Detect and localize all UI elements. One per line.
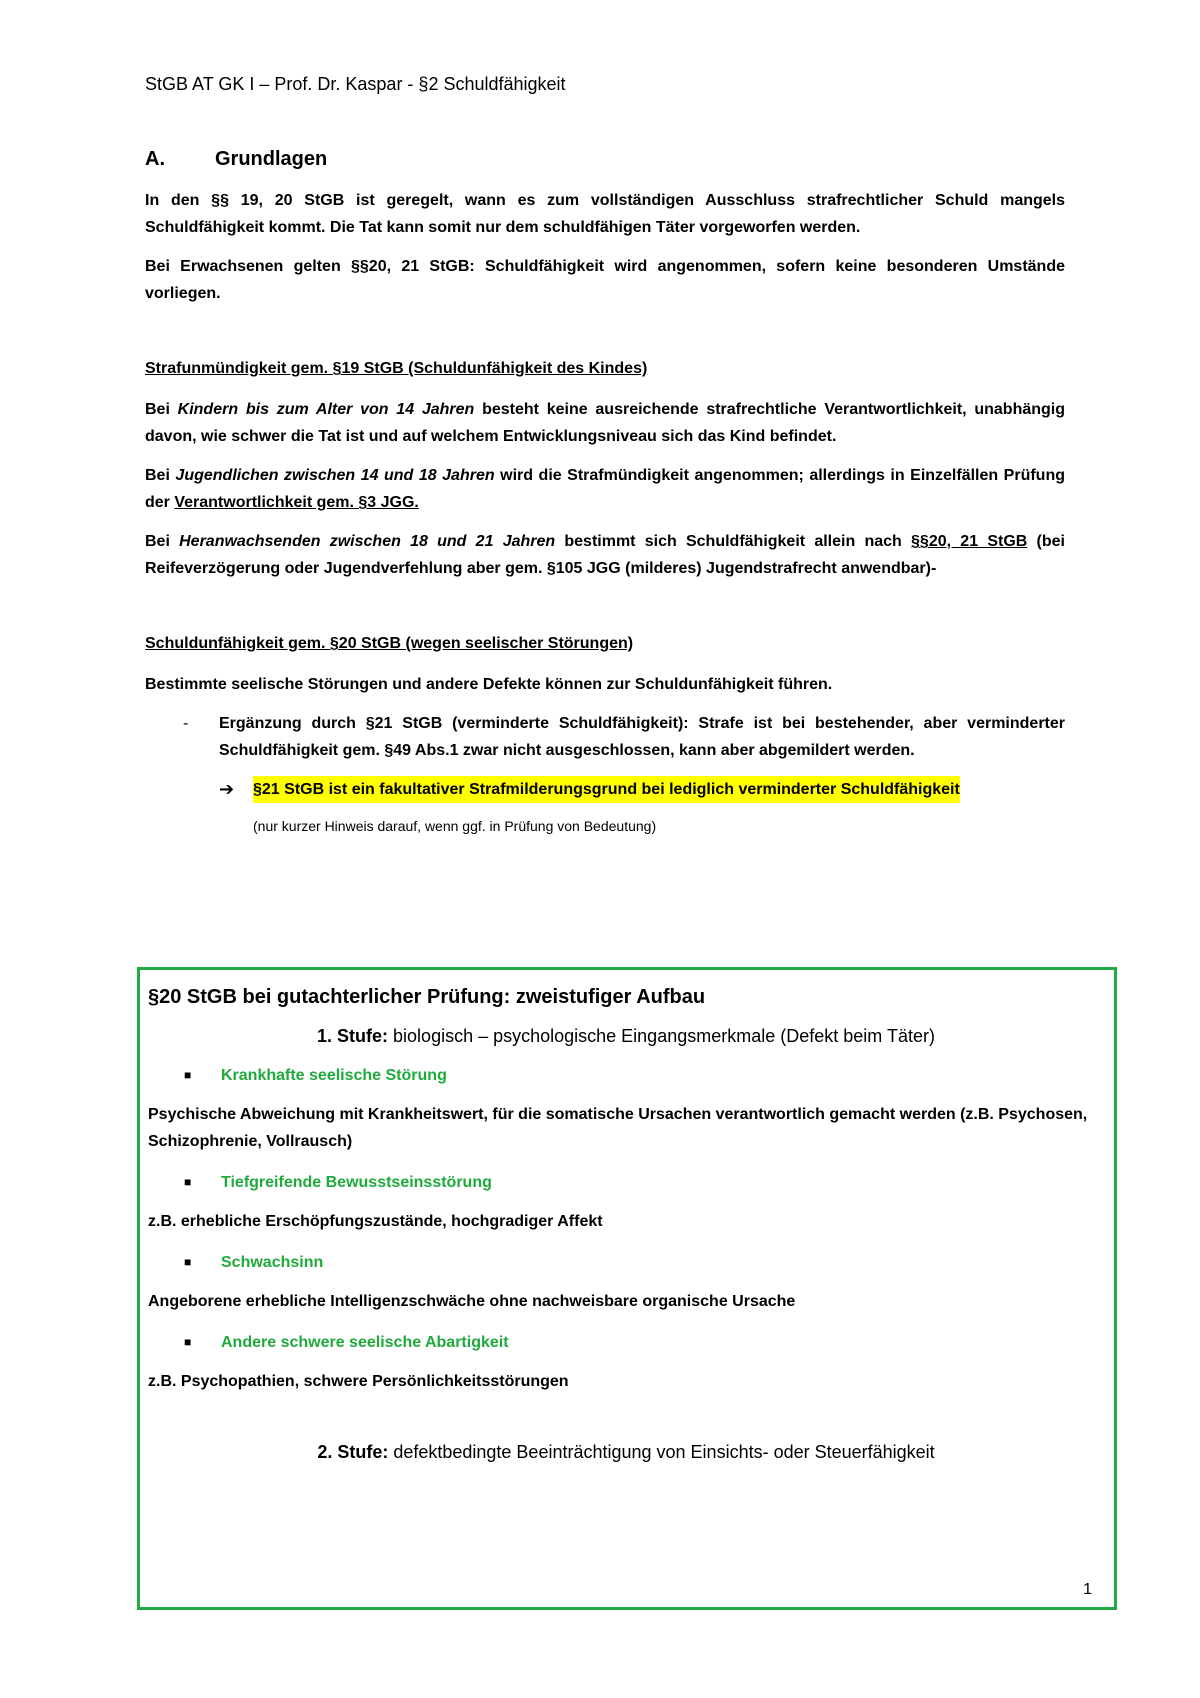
s19-heading: Strafunmündigkeit gem. §19 StGB (Schuldunfähigkeit des Kindes) <box>145 360 648 377</box>
jgg-reference: Verantwortlichkeit gem. §3 JGG. <box>174 494 419 511</box>
stufe-1-label: 1. Stufe: <box>317 1026 389 1046</box>
square-bullet-icon: ■ <box>184 1175 192 1189</box>
page-content <box>145 142 1065 860</box>
criterion-item <box>148 1249 1104 1276</box>
box-title: §20 StGB bei gutachterlicher Prüfung: zweistufiger Aufbau <box>148 986 706 1008</box>
spacer <box>145 319 1065 355</box>
spacer <box>145 594 1065 630</box>
text-run: (bei Reifeverzögerung oder Jugendverfehlung aber gem. §105 JGG (milderes) Jugendstrafrecht anwendbar)- <box>145 533 1065 577</box>
stufe-1-text: biologisch – psychologische Eingangsmerkmale (Defekt beim Täter) <box>388 1026 935 1046</box>
stufe-2-text: defektbedingte Beeinträchtigung von Einsichts- oder Steuerfähigkeit <box>388 1442 935 1462</box>
highlighted-text: §21 StGB ist ein fakultativer Strafmilderungsgrund bei lediglich verminderter Schuldfähigkeit <box>253 776 960 803</box>
text-run: besteht keine ausreichende strafrechtliche Verantwortlichkeit, unabhängig davon, wie schwer die Tat ist und auf welchem Entwicklungsniveau sich das Kind befindet. <box>145 401 1066 445</box>
dash-list-item <box>145 710 1065 764</box>
intro-paragraph-1: In den §§ 19, 20 StGB ist geregelt, wann es zum vollständigen Ausschluss strafrechtlicher Schuld mangels Schuldfähigkeit kommt. Die Tat kann somit nur dem schuldfähigen Täter vorgeworfen werden. <box>145 192 1065 236</box>
criterion-title: Krankhafte seelische Störung <box>221 1067 447 1084</box>
s20-heading: Schuldunfähigkeit gem. §20 StGB (wegen seelischer Störungen) <box>145 635 634 652</box>
square-bullet-icon: ■ <box>184 1068 192 1082</box>
square-bullet-icon: ■ <box>184 1335 192 1349</box>
s19-jugendliche-paragraph <box>145 462 1065 516</box>
heranwachsende-emphasis: Heranwachsenden zwischen 18 und 21 Jahren <box>179 533 556 550</box>
section-a-heading <box>145 146 1065 173</box>
criterion-description: Angeborene erhebliche Intelligenzschwäche ohne nachweisbare organische Ursache <box>148 1293 796 1310</box>
stufe-2-label: 2. Stufe: <box>317 1442 389 1462</box>
text-run: bestimmt sich Schuldfähigkeit allein nach <box>555 533 912 550</box>
section-number: A. <box>145 148 165 170</box>
arrow-right-icon: ➔ <box>219 779 235 799</box>
stgb-reference: §§20, 21 StGB <box>911 533 1028 550</box>
s20-paragraph: Bestimmte seelische Störungen und andere Defekte können zur Schuldunfähigkeit führen. <box>145 676 833 693</box>
stufe-1-line <box>148 1023 1104 1050</box>
square-bullet-icon: ■ <box>184 1255 192 1269</box>
small-note: (nur kurzer Hinweis darauf, wenn ggf. in Prüfung von Bedeutung) <box>253 818 657 834</box>
intro-paragraph-2: Bei Erwachsenen gelten §§20, 21 StGB: Schuldfähigkeit wird angenommen, sofern keine besonderen Umstände vorliegen. <box>145 258 1065 302</box>
criterion-title: Schwachsinn <box>221 1254 324 1271</box>
stufe-2-line <box>148 1439 1104 1466</box>
criterion-title: Tiefgreifende Bewusstseinsstörung <box>221 1174 492 1191</box>
jugendliche-emphasis: Jugendlichen zwischen 14 und 18 Jahren <box>175 467 495 484</box>
kinder-emphasis: Kindern bis zum Alter von 14 Jahren <box>177 401 475 418</box>
criterion-item <box>148 1169 1104 1196</box>
page-header: StGB AT GK I – Prof. Dr. Kaspar - §2 Schuldfähigkeit <box>145 74 566 94</box>
page-number: 1 <box>1083 1581 1092 1598</box>
s19-heranwachsende-paragraph <box>145 528 1065 582</box>
criterion-description: z.B. erhebliche Erschöpfungszustände, hochgradiger Affekt <box>148 1213 603 1230</box>
text-run: Bei <box>145 401 178 418</box>
s19-kinder-paragraph <box>145 396 1065 450</box>
criterion-description: Psychische Abweichung mit Krankheitswert, für die somatische Ursachen verantwortlich gemacht werden (z.B. Psychosen, Schizophrenie, Vollrausch) <box>148 1106 1088 1150</box>
section-title: Grundlagen <box>215 148 328 170</box>
text-run: Bei <box>145 533 180 550</box>
arrow-note <box>219 776 1065 803</box>
spacer <box>148 1409 1104 1439</box>
text-run: Bei <box>145 467 176 484</box>
criterion-description: z.B. Psychopathien, schwere Persönlichkeitsstörungen <box>148 1373 569 1390</box>
green-info-box <box>137 967 1117 1610</box>
dash-item-text: Ergänzung durch §21 StGB (verminderte Schuldfähigkeit): Strafe ist bei bestehender, aber verminderter Schuldfähigkeit gem. §49 Abs.1 zwar nicht ausgeschlossen, kann aber abgemildert werden. <box>219 715 1065 759</box>
criterion-item <box>148 1062 1104 1089</box>
dash-marker: - <box>183 715 189 732</box>
criterion-item <box>148 1329 1104 1356</box>
criterion-title: Andere schwere seelische Abartigkeit <box>221 1334 509 1351</box>
text-run: wird die Strafmündigkeit angenommen; allerdings in Einzelfällen Prüfung der <box>145 467 1066 511</box>
